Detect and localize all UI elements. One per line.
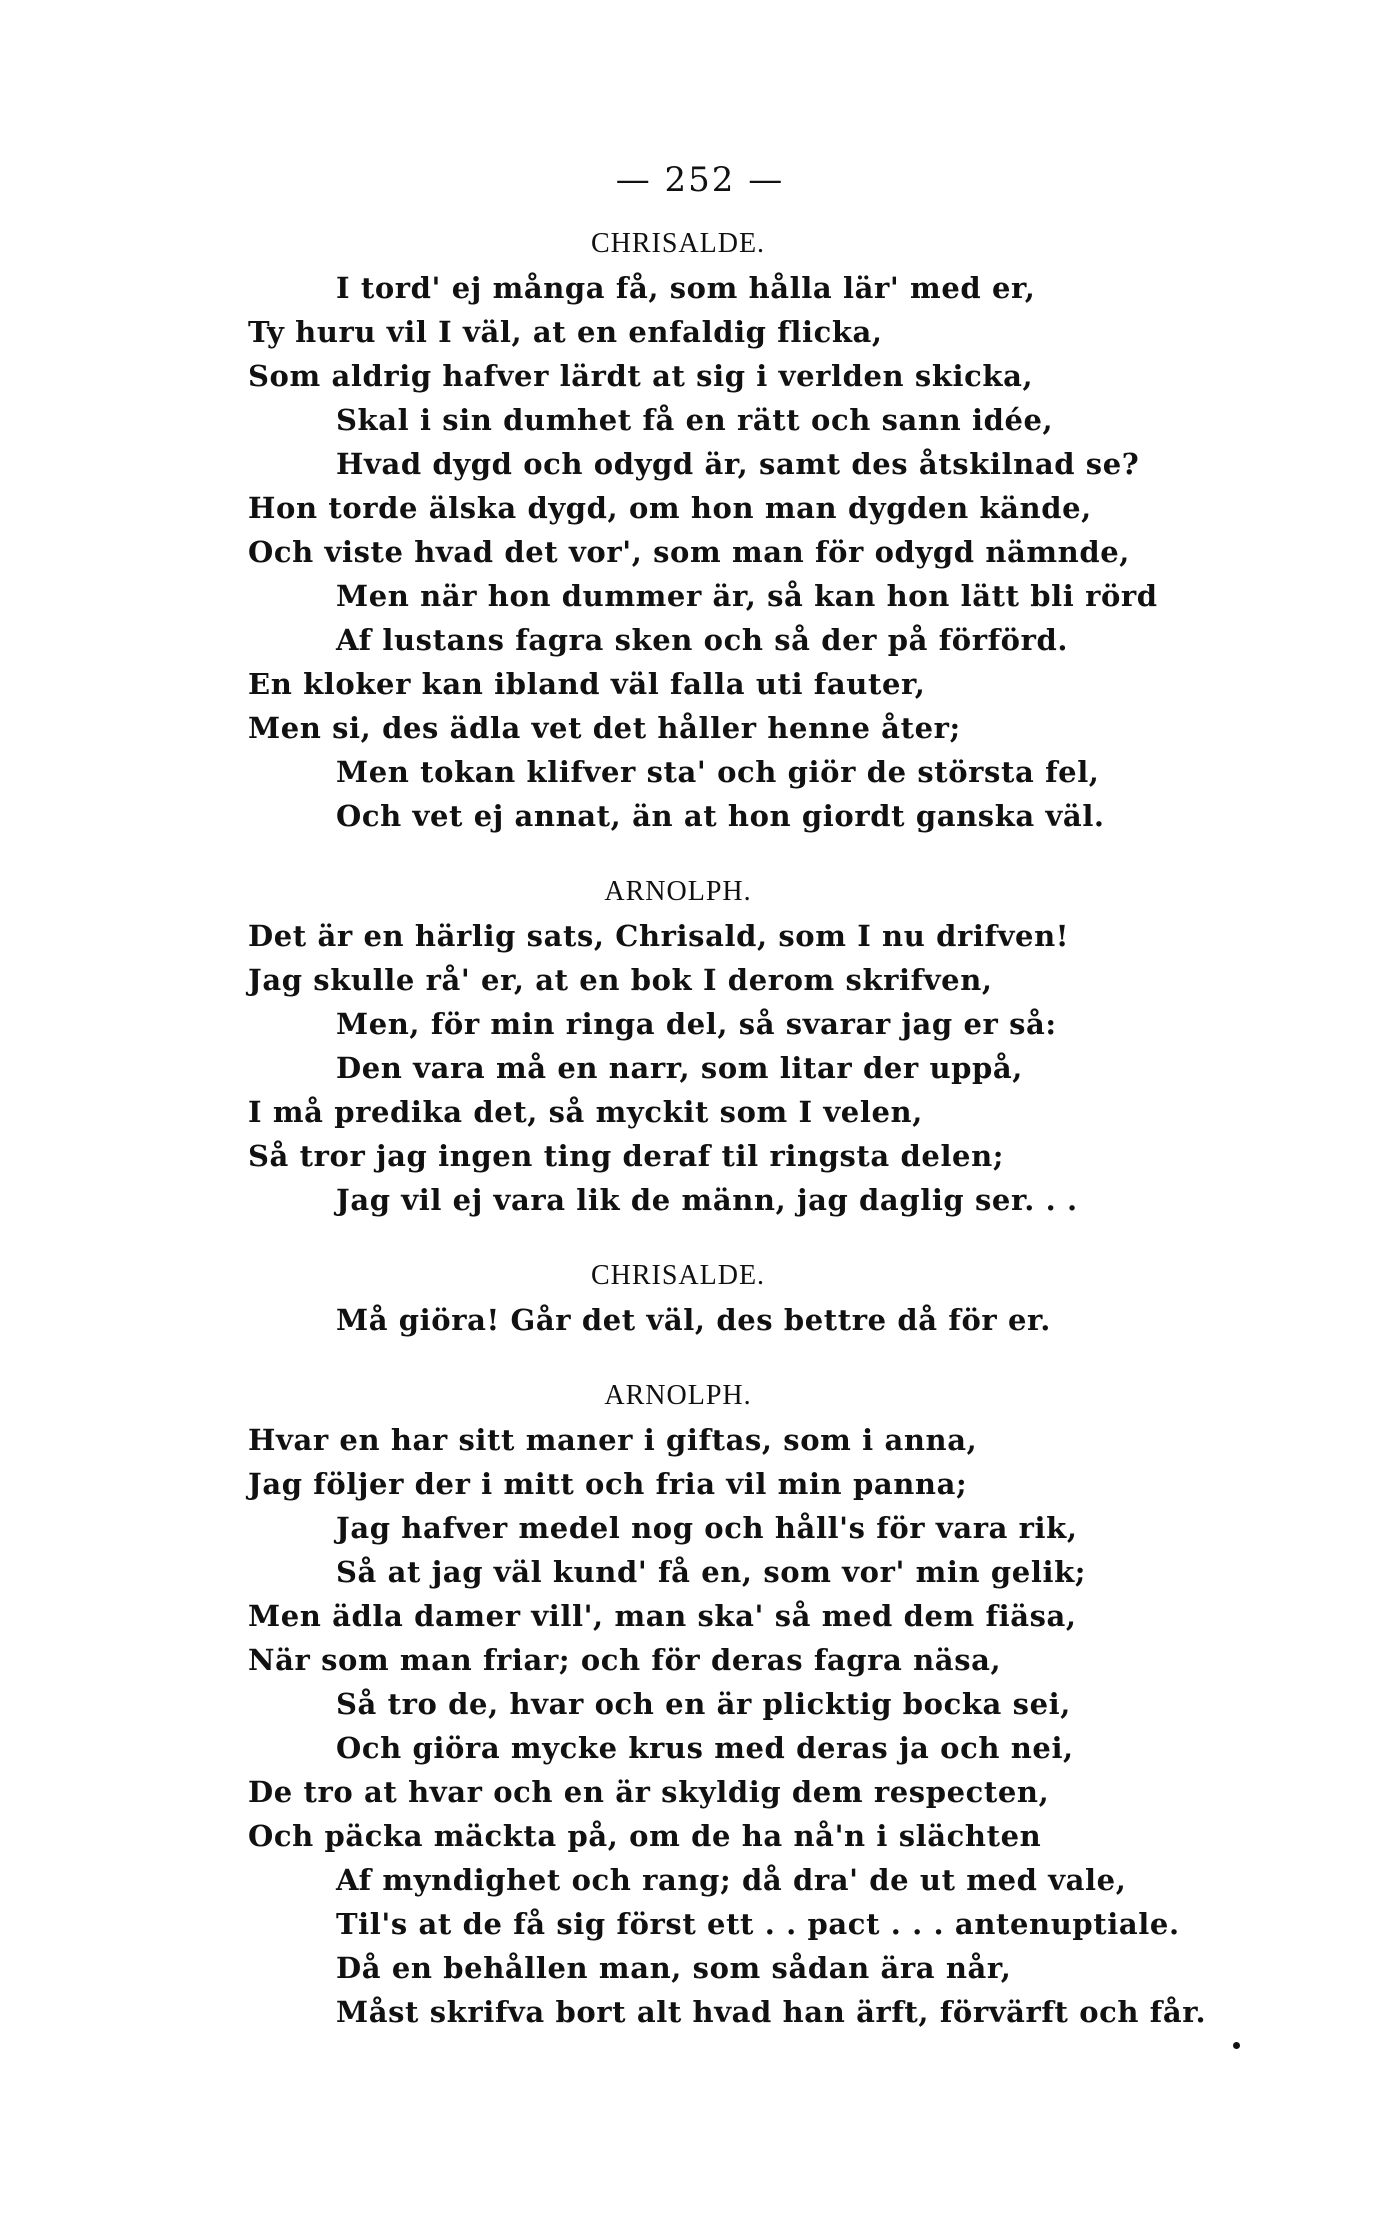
verse-line: De tro at hvar och en är skyldig dem respecten,	[248, 1775, 1050, 1809]
verse-line: Skal i sin dumhet få en rätt och sann idée,	[336, 403, 1054, 437]
verse-line: En kloker kan ibland väl falla uti fauter,	[248, 667, 926, 701]
verse-line: Hon torde älska dygd, om hon man dygden kände,	[248, 491, 1092, 525]
verse-line: Jag skulle rå' er, at en bok I derom skrifven,	[248, 963, 993, 997]
play-text	[248, 222, 1268, 2034]
verse-line: Må giöra! Går det väl, des bettre då för er.	[336, 1303, 1051, 1337]
verse-line: Och giöra mycke krus med deras ja och nei,	[336, 1731, 1074, 1765]
verse-line: Ty huru vil I väl, at en enfaldig flicka,	[248, 315, 883, 349]
verse-line: Men ädla damer vill', man ska' så med dem fiäsa,	[248, 1599, 1077, 1633]
verse-line: Af myndighet och rang; då dra' de ut med vale,	[336, 1863, 1127, 1897]
verse-line: Jag följer der i mitt och fria vil min panna;	[248, 1467, 968, 1501]
verse-line: Men si, des ädla vet det håller henne åter;	[248, 711, 961, 745]
verse-line: Måst skrifva bort alt hvad han ärft, förvärft och får.	[336, 1995, 1207, 2029]
verse-line: Jag hafver medel nog och håll's för vara rik,	[336, 1511, 1078, 1545]
verse-line: Så at jag väl kund' få en, som vor' min gelik;	[336, 1555, 1087, 1589]
verse-line: Af lustans fagra sken och så der på förförd.	[336, 623, 1069, 657]
verse-line: Jag vil ej vara lik de männ, jag daglig ser. . .	[336, 1183, 1078, 1217]
verse-line: Men, för min ringa del, så svarar jag er så:	[336, 1007, 1057, 1041]
verse-line: Och päcka mäckta på, om de ha nå'n i slächten	[248, 1819, 1042, 1853]
verse-line: Hvar en har sitt maner i giftas, som i anna,	[248, 1423, 978, 1457]
verse-line: I tord' ej många få, som hålla lär' med er,	[336, 271, 1036, 305]
verse-line: Hvad dygd och odygd är, samt des åtskilnad se?	[336, 447, 1140, 481]
verse-line: Och vet ej annat, än at hon giordt ganska väl.	[336, 799, 1105, 833]
verse-line: Som aldrig hafver lärdt at sig i verlden skicka,	[248, 359, 1034, 393]
verse-line: Det är en härlig sats, Chrisald, som I nu drifven!	[248, 919, 1070, 953]
speaker-name: CHRISALDE.	[590, 1260, 766, 1291]
verse-line: Men när hon dummer är, så kan hon lätt bli rörd	[336, 579, 1158, 613]
verse-line: Til's at de få sig först ett . . pact . . . antenuptiale.	[336, 1907, 1180, 1941]
speaker-name: ARNOLPH.	[604, 876, 752, 907]
verse-line: I må predika det, så myckit som I velen,	[248, 1095, 923, 1129]
speaker-name: ARNOLPH.	[604, 1380, 752, 1411]
speaker-name: CHRISALDE.	[590, 228, 766, 259]
verse-line: Den vara må en narr, som litar der uppå,	[336, 1051, 1023, 1085]
print-speck	[1233, 2042, 1240, 2049]
verse-line: Så tror jag ingen ting deraf til ringsta delen;	[248, 1139, 1005, 1173]
verse-line: Och viste hvad det vor', som man för odygd nämnde,	[248, 535, 1130, 569]
verse-line: Så tro de, hvar och en är plicktig bocka sei,	[336, 1687, 1071, 1721]
page-number: — 252 —	[615, 160, 785, 200]
verse-line: Då en behållen man, som sådan ära når,	[336, 1951, 1012, 1985]
verse-line: När som man friar; och för deras fagra näsa,	[248, 1643, 1002, 1677]
verse-line: Men tokan klifver sta' och giör de största fel,	[336, 755, 1100, 789]
